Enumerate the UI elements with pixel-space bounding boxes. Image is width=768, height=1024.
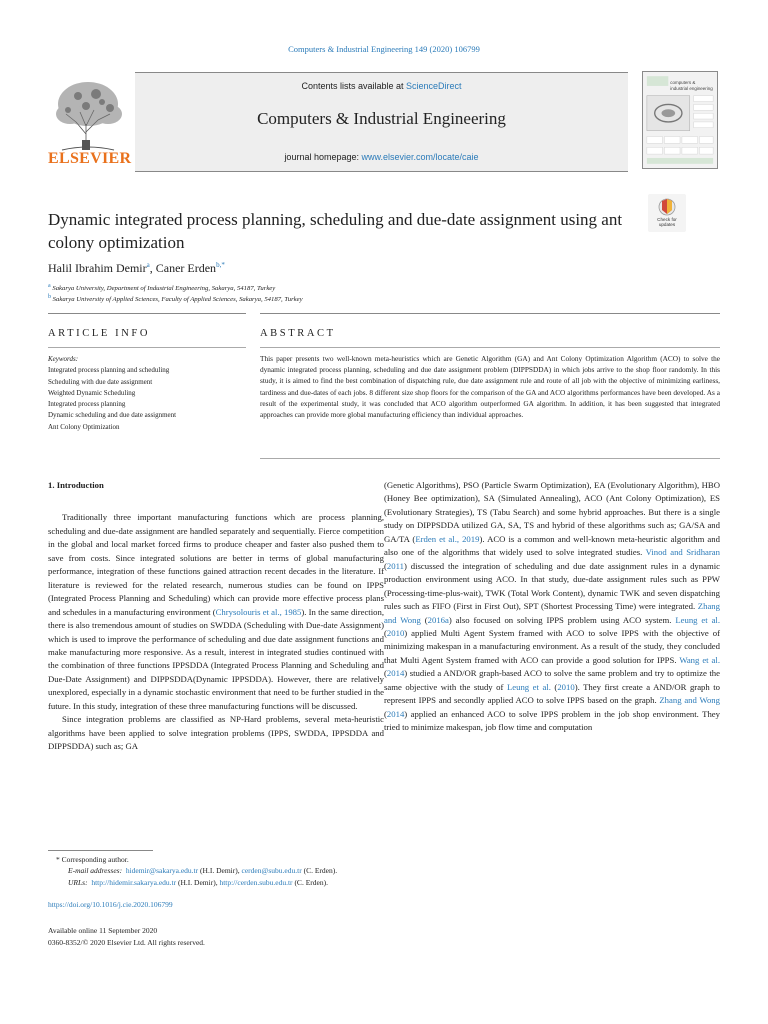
elsevier-wordmark: ELSEVIER bbox=[48, 150, 132, 167]
text-run: ) applied an enhanced ACO to solve IPPS problem in the job shop environment. They tried to minimize makespan, job flow time and computation bbox=[384, 708, 720, 733]
affil-mark: b bbox=[48, 294, 51, 300]
email-link[interactable]: hidemir@sakarya.edu.tr bbox=[125, 866, 199, 876]
keyword: Integrated process planning bbox=[48, 400, 126, 409]
paragraph bbox=[384, 479, 720, 735]
keyword: Dynamic scheduling and due date assignment bbox=[48, 411, 177, 420]
url-link[interactable]: http://hidemir.sakarya.edu.tr bbox=[91, 877, 177, 887]
text-run: (Genetic Algorithms), PSO (Particle Swarm Optimization), EA (Evolutionary Algorithm), HBO (Honey Bee optimization), SA (Simulated Annealing), ACO (Ant Colony Optimization), ES (Evolutionary Strategies), TS (Tabu Search) and some hybrid approaches. But there is a single study on DIPPSDDA utilized GA, SA, TS and hybrid of these algorithms such as; GA/SA and GA/TA ( bbox=[384, 480, 720, 544]
contents-line bbox=[135, 81, 628, 91]
divider bbox=[48, 347, 246, 348]
divider bbox=[260, 313, 720, 314]
email-label: E-mail addresses: bbox=[68, 866, 123, 876]
text-run: Traditionally three important manufacturing functions which are process planning, scheduling and due-date assignment are handled separately and sequentially. Fierce competition in the global and local market forced firms to produce cheaper and faster also pushed them to save from costs. Since integrated solutions are better in terms of global manufacturing performance, integration of these functions gained attraction recent decades in the literature. If literature is reviewed for the related research, numerous studies can be found on IPPS (Integrated Process Planning and Scheduling) which can provide more effective process plans and schedules in a manufacturing environment ( bbox=[48, 512, 384, 617]
journal-cover-thumbnail bbox=[642, 71, 718, 169]
affil-mark: a bbox=[48, 283, 51, 289]
url-line bbox=[48, 877, 728, 888]
affil-text: Sakarya University of Applied Sciences, Faculty of Applied Sciences, Sakarya, 54187, Turkey bbox=[52, 296, 303, 304]
email-owner: (H.I. Demir), bbox=[198, 866, 242, 876]
body-column-left bbox=[48, 479, 384, 754]
citation-link[interactable]: Zhang and Wong bbox=[659, 695, 720, 706]
affil-text: Sakarya University, Department of Industrial Engineering, Sakarya, 54187, Turkey bbox=[52, 285, 276, 293]
citation-link[interactable]: 2010 bbox=[386, 627, 405, 638]
paragraph: Since integration problems are classified as NP-Hard problems, several meta-heuristic algorithms have been applied to solve integration problems (IPPS, SWDDA, IPPSDDA and DIPPSDDA) such as; GA bbox=[48, 714, 384, 752]
doi-link[interactable]: https://doi.org/10.1016/j.cie.2020.106799 bbox=[48, 900, 173, 909]
author-separator: , bbox=[149, 261, 156, 275]
homepage-line bbox=[135, 152, 628, 162]
author-affil-mark[interactable]: b,* bbox=[216, 261, 225, 269]
citation-link[interactable]: Leung et al. bbox=[675, 614, 721, 625]
article-info-heading: ARTICLE INFO bbox=[48, 328, 151, 339]
crossmark-line2: updates bbox=[658, 222, 676, 227]
footnote-divider bbox=[48, 850, 153, 851]
divider bbox=[260, 347, 720, 348]
keyword: Integrated process planning and scheduling bbox=[48, 366, 170, 375]
article-title: Dynamic integrated process planning, scheduling and due-date assignment using ant colony optimization bbox=[48, 210, 623, 252]
text-run: ) discussed the integration of scheduling and due date assignment rules in a dynamic production environment using ACO. In that study, due-date assignment rules such as PPW (Processing-time-plus-wait), TWK (Total Work Content), dynamic TWK and seven dispatching rules such as FIFO (First in First Out), SPT (Shortest Processing Time) were integrated. bbox=[384, 560, 720, 612]
url-link[interactable]: http://cerden.subu.edu.tr bbox=[219, 877, 293, 887]
urls-label: URLs: bbox=[68, 877, 88, 887]
sciencedirect-link[interactable]: ScienceDirect bbox=[406, 81, 462, 91]
text-run: ). In the same direction, there is also tremendous amount of studies on SWDDA (Scheduling with Due-date Assignment) which is used to improve the performance of scheduling and due date assignment functions and make manufacturing more responsive. As a result, interest in integrated studies continued with the combination of three functions IPPSDDA (Integrated Process Planning and Scheduling and Due-Date Assignment) and DIPPSDDA(Dynamic IPPSDDA). However, there are relatively unexplored, especially in a dynamic stochastic environment that need to be further studied in the future. In this study, integration of these three manufacturing functions will be discussed. bbox=[48, 606, 384, 711]
divider bbox=[48, 313, 246, 314]
citation-link[interactable]: 2014 bbox=[386, 668, 405, 679]
affiliation-b bbox=[48, 294, 303, 303]
section-heading: 1. Introduction bbox=[48, 480, 104, 490]
body-column-right bbox=[384, 479, 720, 735]
url-owner: (H.I. Demir), bbox=[176, 877, 220, 887]
cover-title-line2: industrial engineering bbox=[670, 85, 713, 91]
text-run: ( bbox=[420, 614, 428, 625]
paragraph bbox=[48, 511, 384, 713]
footnotes bbox=[48, 854, 728, 888]
text-run: ) also focused on solving IPPS problem using ACO system. bbox=[448, 614, 676, 625]
homepage-link[interactable]: www.elsevier.com/locate/caie bbox=[361, 152, 479, 162]
text-run: ( bbox=[384, 560, 387, 571]
divider bbox=[260, 458, 720, 459]
corresponding-author-note: * Corresponding author. bbox=[56, 855, 129, 864]
citation-link[interactable]: Wang et al. bbox=[679, 654, 720, 665]
contents-prefix: Contents lists available at bbox=[301, 81, 407, 91]
text-run: ( bbox=[384, 627, 387, 638]
abstract-text: This paper presents two well-known meta-heuristics which are Genetic Algorithm (GA) and Ant Colony Optimization Algorithm (ACO) to solve the dynamic integrated process planning, scheduling and due date assignment problem (DIPPSDDA) in which jobs arrive to the shop floor randomly. In this study, it is aimed to find the best combination of dispatching rule, due date assignment rule and route of all job with the objective of minimizing earliness, tardiness and due-dates of each jobs. 8 different size shop floors for the comparison of the GA and ACO algorithms performances have been developed. As a result of the experimental study, it was concluded that ACO algorithm outperformed GA algorithm. In addition, it has been suggested that integrated approaches can provide more global manufacturing efficiency than individual approaches. bbox=[260, 354, 720, 420]
citation-link[interactable]: 2016a bbox=[427, 614, 449, 625]
citation-link[interactable]: 2010 bbox=[557, 681, 575, 692]
author-name[interactable]: Caner Erden bbox=[155, 261, 217, 275]
available-online: Available online 11 September 2020 bbox=[48, 926, 158, 935]
keywords-block bbox=[48, 354, 248, 433]
text-run: ). They first create a AND/OR graph to represent IPPS and secondly applied ACO to solve IPPS based on the graph. bbox=[384, 681, 721, 706]
check-for-updates-icon[interactable] bbox=[648, 194, 686, 232]
citation-link[interactable]: Chrysolouris et al., 1985 bbox=[215, 606, 302, 617]
author-name[interactable]: Halil Ibrahim Demir bbox=[48, 261, 147, 275]
keyword: Weighted Dynamic Scheduling bbox=[48, 388, 136, 397]
journal-masthead bbox=[135, 72, 628, 172]
abstract-heading: ABSTRACT bbox=[260, 328, 336, 339]
keyword: Ant Colony Optimization bbox=[48, 422, 120, 431]
citation-link[interactable]: Zhang and Wong bbox=[384, 601, 720, 625]
homepage-prefix: journal homepage: bbox=[284, 152, 362, 162]
text-run: ) applied Multi Agent System framed with ACO to solve IPPS with the objective of minimizing makespan in a manufacturing environment. As a result of the study, they concluded that Multi Agent System framed with ACO can provide a good solution for IPPS. bbox=[384, 627, 720, 665]
running-head[interactable]: Computers & Industrial Engineering 149 (2020) 106799 bbox=[288, 44, 480, 54]
text-run: ). ACO is a common and well-known meta-heuristic algorithm and also one of the algorithms that widely used to solve integrated studies. bbox=[384, 533, 720, 558]
text-run: ( bbox=[384, 668, 387, 679]
text-run: ) studied a AND/OR graph-based ACO to solve the same problem and try to optimize the same objective with the study of bbox=[384, 668, 720, 692]
email-owner: (C. Erden). bbox=[301, 866, 338, 876]
citation-link[interactable]: Leung et al. bbox=[506, 681, 551, 692]
citation-link[interactable]: 2011 bbox=[386, 560, 404, 571]
text-run: ( bbox=[550, 681, 558, 692]
email-line bbox=[48, 865, 728, 876]
author-list bbox=[48, 261, 225, 276]
keywords-label: Keywords: bbox=[48, 355, 79, 363]
url-owner: (C. Erden). bbox=[292, 877, 328, 887]
citation-link[interactable]: 2014 bbox=[386, 708, 405, 719]
crossmark-line1: Check for bbox=[657, 217, 677, 222]
author-affil-mark[interactable]: a bbox=[146, 261, 150, 269]
citation-link[interactable]: Erden et al., 2019 bbox=[415, 533, 480, 544]
copyright: 0360-8352/© 2020 Elsevier Ltd. All rights reserved. bbox=[48, 937, 205, 947]
text-run: ( bbox=[384, 708, 387, 719]
email-link[interactable]: cerden@subu.edu.tr bbox=[241, 866, 302, 876]
availability-block bbox=[48, 925, 205, 948]
cover-title-line1: computers & bbox=[670, 79, 696, 85]
keyword: Scheduling with due date assignment bbox=[48, 377, 153, 386]
citation-link[interactable]: Vinod and Sridharan bbox=[645, 547, 721, 558]
journal-name: Computers & Industrial Engineering bbox=[257, 109, 506, 128]
affiliation-a bbox=[48, 283, 275, 292]
